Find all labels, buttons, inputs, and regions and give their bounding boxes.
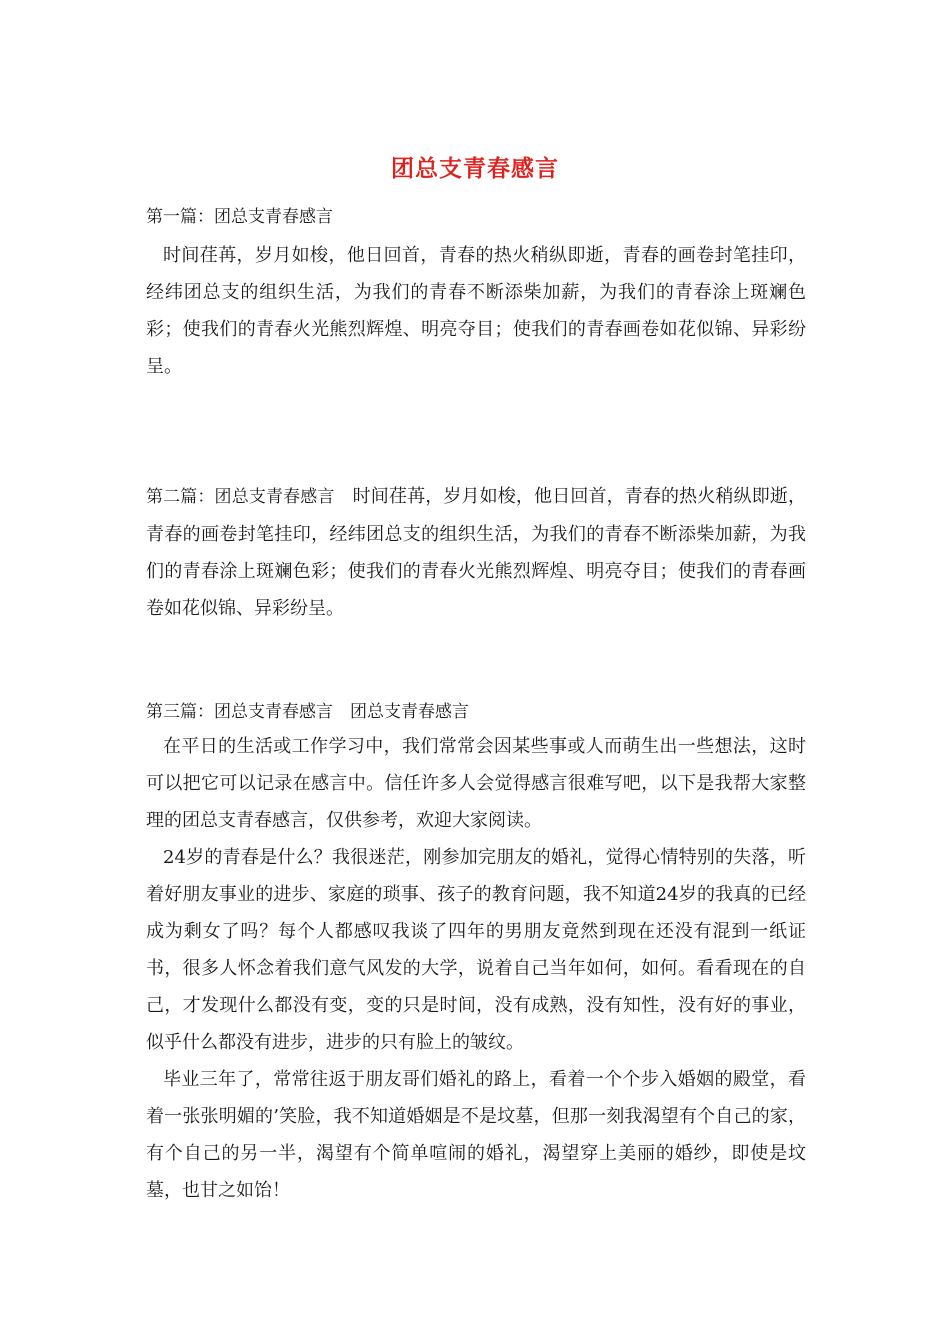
- section-1-body: 时间荏苒，岁月如梭，他日回首，青春的热火稍纵即逝，青春的画卷封笔挂印，经纬团总支的组织生活，为我们的青春不断添柴加薪，为我们的青春涂上斑斓色彩；使我们的青春火光熊烈辉煌、明亮夺目；使我们的青春画卷如花似锦、异彩纷呈。: [146, 245, 806, 377]
- section-3-heading: 第三篇：团总支青春感言: [146, 702, 333, 722]
- section-3-subheading: 团总支青春感言: [350, 702, 469, 722]
- section-3-paragraph-2: 24岁的青春是什么？我很迷茫，刚参加完朋友的婚礼，觉得心情特别的失落，听着好朋友事业的进步、家庭的琐事、孩子的教育问题，我不知道24岁的我真的已经成为剩女了吗？每个人都感叹我谈了四年的男朋友竟然到现在还没有混到一纸证书，很多人怀念着我们意气风发的大学，说着自己当年如何，如何。看看现在的自己，才发现什么都没有变，变的只是时间，没有成熟，没有知性，没有好的事业，似乎什么都没有进步，进步的只有脸上的皱纹。: [146, 847, 806, 1053]
- section-1-heading: 第一篇：团总支青春感言: [146, 207, 333, 227]
- section-3-paragraph-3: 毕业三年了，常常往返于朋友哥们婚礼的路上，看着一个个步入婚姻的殿堂，看着一张张明媚的’笑脸，我不知道婚姻是不是坟墓，但那一刻我渴望有个自己的家，有个自己的另一半，渴望有个简单喧闹的婚礼，渴望穿上美丽的婚纱，即使是坟墓，也甘之如饴！: [146, 1069, 806, 1201]
- section-2-paragraph: [146, 478, 806, 627]
- section-2-body: 时间荏苒，岁月如梭，他日回首，青春的热火稍纵即逝，青春的画卷封笔挂印，经纬团总支的组织生活，为我们的青春不断添柴加薪，为我们的青春涂上斑斓色彩；使我们的青春火光熊烈辉煌、明亮夺目；使我们的青春画卷如花似锦、异彩纷呈。: [146, 486, 807, 619]
- section-3-heading-line: [146, 697, 469, 722]
- section-2-heading: 第二篇：团总支青春感言: [146, 487, 335, 507]
- document-title: 团总支青春感言: [391, 155, 559, 182]
- section-3-paragraph-1: 在平日的生活或工作学习中，我们常常会因某些事或人而萌生出一些想法，这时可以把它可以记录在感言中。信任许多人会觉得感言很难写吧，以下是我帮大家整理的团总支青春感言，仅供参考，欢迎大家阅读。: [146, 736, 806, 831]
